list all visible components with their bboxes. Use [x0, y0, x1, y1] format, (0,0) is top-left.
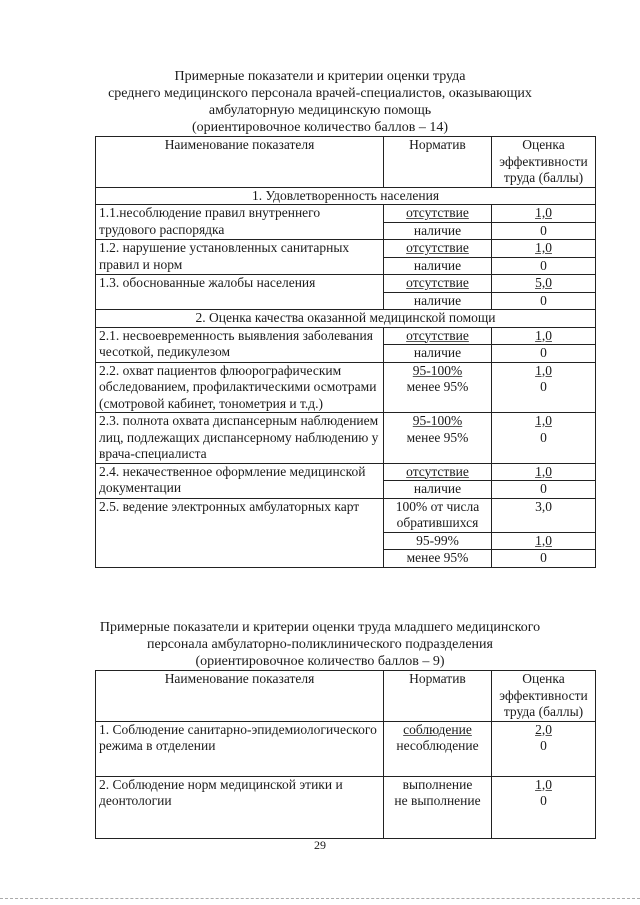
header-norm: Норматив: [384, 137, 492, 188]
norm-cell: [384, 413, 492, 464]
norm-value: отсутствие: [384, 275, 492, 293]
score-value: 0: [540, 738, 547, 753]
indicator-name: 1.3. обоснованные жалобы населения: [96, 275, 384, 310]
score-value: 1,0: [535, 776, 552, 792]
indicator-name: 2. Соблюдение норм медицинской этики и деонтологии: [96, 776, 384, 838]
table-row: [96, 721, 596, 776]
table-row: [96, 362, 596, 413]
table2-title: [40, 619, 600, 670]
score-value: 3,0: [492, 498, 596, 532]
header-name: Наименование показателя: [96, 137, 384, 188]
score-value: 1,0: [492, 532, 596, 550]
norm-value: 95-100%: [412, 362, 463, 378]
section-row: [96, 310, 596, 328]
indicator-name: 2.4. некачественное оформление медицинской документации: [96, 463, 384, 498]
score-value: 1,0: [492, 205, 596, 223]
criteria-table-mid-level: [95, 136, 596, 568]
score-value: 1,0: [492, 327, 596, 345]
table1-title-line: Примерные показатели и критерии оценки труда: [174, 69, 466, 84]
table-row: [96, 463, 596, 481]
header-name: Наименование показателя: [96, 671, 384, 722]
norm-value: менее 95%: [384, 550, 492, 568]
table1-title-line: среднего медицинского персонала врачей-специалистов, оказывающих: [108, 86, 532, 101]
score-cell: [492, 413, 596, 464]
score-value: 0: [492, 550, 596, 568]
score-value: 1,0: [535, 413, 552, 428]
norm-cell: [384, 721, 492, 776]
table2-title-line: (ориентировочное количество баллов – 9): [195, 654, 445, 669]
norm-value: отсутствие: [384, 327, 492, 345]
norm-value: 95-99%: [384, 532, 492, 550]
norm-value: менее 95%: [406, 379, 469, 394]
indicator-name: 2.1. несвоевременность выявления заболевания чесоткой, педикулезом: [96, 327, 384, 362]
section-title: 1. Удовлетворенность населения: [96, 187, 596, 205]
norm-value: наличие: [384, 222, 492, 240]
header-norm: Норматив: [384, 671, 492, 722]
table-row: [96, 498, 596, 532]
norm-value: выполнение: [402, 776, 473, 792]
table-row: [96, 275, 596, 293]
criteria-table-junior-staff: [95, 670, 596, 839]
norm-value: наличие: [384, 345, 492, 363]
score-cell: [492, 721, 596, 776]
indicator-name: 1.1.несоблюдение правил внутреннего трудового распорядка: [96, 205, 384, 240]
score-value: 0: [492, 257, 596, 275]
table-row: [96, 413, 596, 464]
table-row: [96, 327, 596, 345]
page-number: 29: [314, 838, 326, 852]
table1-title: [40, 68, 600, 136]
norm-value: соблюдение: [403, 721, 472, 737]
section-row: [96, 187, 596, 205]
indicator-name: 1.2. нарушение установленных санитарных правил и норм: [96, 240, 384, 275]
score-value: 0: [540, 429, 547, 445]
indicator-name: 1. Соблюдение санитарно-эпидемиологического режима в отделении: [96, 721, 384, 776]
score-value: 0: [492, 292, 596, 310]
table-row: [96, 776, 596, 838]
score-value: 5,0: [492, 275, 596, 293]
table-header-row: [96, 671, 596, 722]
score-value: 1,0: [492, 463, 596, 481]
header-score: Оценка эффективности труда (баллы): [492, 671, 596, 722]
table1-title-line: амбулаторную медицинскую помощь: [208, 103, 432, 118]
table-row: [96, 205, 596, 223]
indicator-name: 2.3. полнота охвата диспансерным наблюдением лиц, подлежащих диспансерному наблюдению у врача-специалиста: [96, 413, 384, 464]
table1-title-line: (ориентировочное количество баллов – 14): [191, 120, 449, 135]
score-cell: [492, 776, 596, 838]
norm-value: 100% от числа обратившихся: [384, 498, 492, 532]
norm-value: наличие: [384, 257, 492, 275]
score-value: 0: [492, 481, 596, 499]
norm-value: отсутствие: [384, 463, 492, 481]
norm-value: несоблюдение: [396, 738, 479, 753]
score-value: 1,0: [535, 362, 552, 378]
score-value: 0: [540, 793, 547, 808]
indicator-name: 2.5. ведение электронных амбулаторных карт: [96, 498, 384, 567]
norm-value: отсутствие: [384, 205, 492, 223]
norm-value: отсутствие: [384, 240, 492, 258]
score-value: 1,0: [492, 240, 596, 258]
score-value: 2,0: [535, 721, 552, 737]
indicator-name: 2.2. охват пациентов флюорографическим обследованием, профилактическими осмотрами (смотровой кабинет, тонометрия и т.д.): [96, 362, 384, 413]
norm-value: 95-100%: [412, 413, 463, 428]
section-title: 2. Оценка качества оказанной медицинской помощи: [96, 310, 596, 328]
scan-edge-divider: [0, 898, 640, 900]
table-header-row: [96, 137, 596, 188]
score-cell: [492, 362, 596, 413]
table2-title-line: персонала амбулаторно-поликлинического подразделения: [147, 637, 493, 652]
norm-value: наличие: [384, 292, 492, 310]
norm-cell: [384, 776, 492, 838]
score-value: 0: [540, 379, 547, 394]
table2-title-line: Примерные показатели и критерии оценки труда младшего медицинского: [99, 620, 541, 635]
norm-value: не выполнение: [394, 793, 481, 808]
norm-value: менее 95%: [406, 429, 469, 445]
table-row: [96, 240, 596, 258]
norm-cell: [384, 362, 492, 413]
norm-value: наличие: [384, 481, 492, 499]
score-value: 0: [492, 222, 596, 240]
score-value: 0: [492, 345, 596, 363]
header-score: Оценка эффективности труда (баллы): [492, 137, 596, 188]
